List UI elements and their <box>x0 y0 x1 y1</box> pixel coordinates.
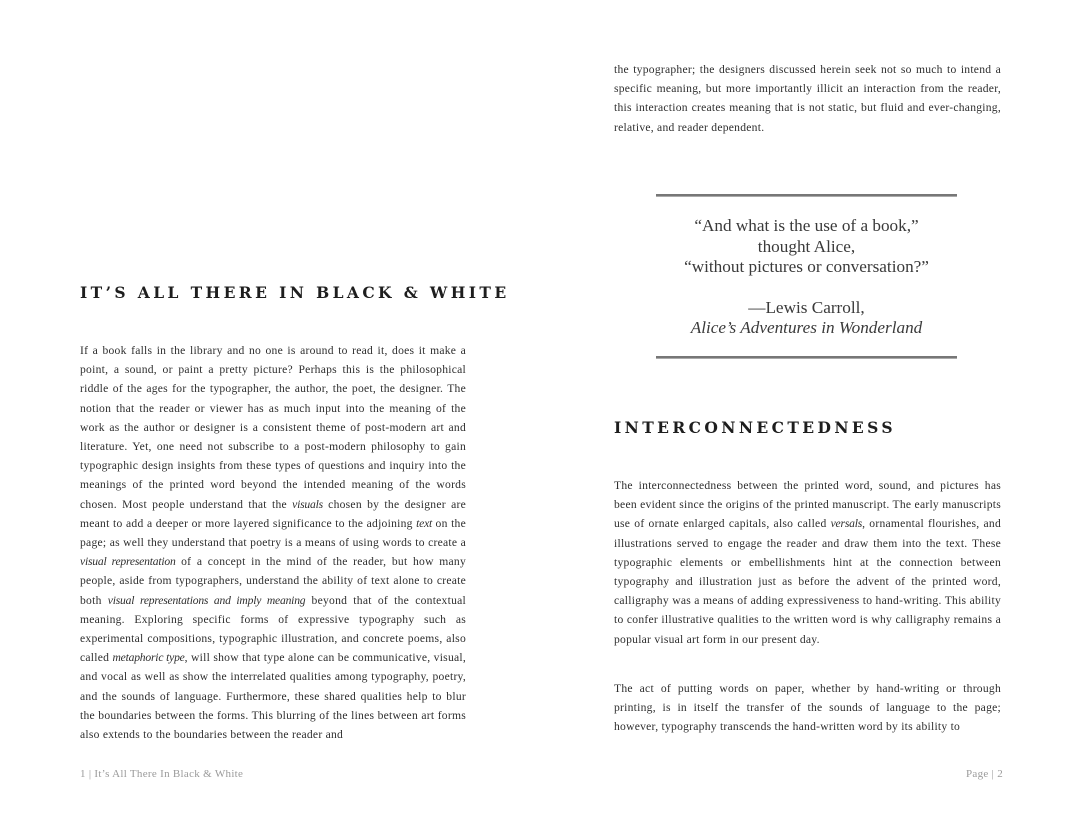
quote-divider-bottom <box>656 356 957 359</box>
body-paragraph: The act of putting words on paper, whether by hand-writing or through printing, is in itself the transfer of the sounds of language to the page; however, typography transcends the hand-written word by its ability to <box>614 682 1001 734</box>
page-footer-right: Page | 2 <box>966 768 1003 780</box>
body-paragraph <box>80 341 466 744</box>
quote-author: —Lewis Carroll, <box>748 297 865 317</box>
text-run: of a concept in the mind of the reader, but how many people, aside from typographers, understand the ability of text alone to create both <box>80 555 467 607</box>
quote-source-title: Alice’s Adventures in Wonderland <box>690 318 923 337</box>
text-run: , will show that type alone can be communicative, visual, and vocal as well as show the interrelated qualities among typography, poetry, and the sounds of language. Furthermore, these shared qualities help to blur the boundaries between the forms. This blurring of the lines between art forms also extends to the boundaries between the reader and <box>80 651 467 742</box>
right-page <box>540 0 1080 835</box>
italic-term: visual representation <box>80 555 176 569</box>
quote-line: “And what is the use of a book,” <box>694 216 919 235</box>
text-run: on the page; as well they understand that poetry is a means of using words to create a <box>80 516 466 550</box>
text-run: The interconnectedness between the printed word, sound, and pictures has been evident since the origins of the printed manuscript. The early manuscripts use of ornate enlarged capitals, also called <box>614 479 1001 531</box>
text-run: chosen by the designer are meant to add a deeper or more layered significance to the adjoining <box>80 497 466 530</box>
quote-line: “without pictures or conversation?” <box>684 257 929 276</box>
italic-term: metaphoric type <box>112 651 185 665</box>
italic-term: visuals <box>292 497 323 511</box>
quote-divider-top <box>656 194 957 197</box>
quote-line: thought Alice, <box>757 236 856 256</box>
page-footer-left: 1 | It’s All There In Black & White <box>80 768 244 780</box>
pull-quote <box>656 216 957 339</box>
italic-term: versals <box>830 517 863 531</box>
section-heading-black-and-white: IT’S ALL THERE IN BLACK & WHITE <box>80 283 510 302</box>
italic-term: visual representations and imply meaning <box>107 593 306 607</box>
text-run: , ornamental flourishes, and illustrations served to engage the reader and draw them into the text. These typographic elements or embellishments hint at the connection between typography and illustration just as before the advent of the printed word, calligraphy was a means of adding expressiveness to hand-writing. This ability to confer illustrative qualities to the written word is why calligraphy remains a popular visual art form in our present day. <box>614 517 1002 646</box>
body-paragraph <box>614 476 1001 649</box>
text-run: If a book falls in the library and no one is around to read it, does it make a point, a sound, or paint a pretty picture? Perhaps this is the philosophical riddle of the ages for the typographer, the author, the poet, the designer. The notion that the reader or viewer has as much input into the meaning of the work as the author or designer is a consistent theme of post-modern art and literature. Yet, one need not subscribe to a post-modern philosophy to gain typographic design insights from these types of questions and inquiry into the meanings of the printed word beyond the intended meaning of the words chosen. Most people understand that the <box>80 344 466 511</box>
italic-term: text <box>416 516 433 530</box>
body-paragraph-continued: the typographer; the designers discussed herein seek not so much to intend a specific meaning, but more importantly illicit an interaction from the reader, this interaction creates meaning that is not static, but fluid and ever-changing, relative, and reader dependent. <box>614 63 1001 134</box>
section-heading-interconnectedness: INTERCONNECTEDNESS <box>614 418 896 437</box>
text-run: beyond that of the contextual meaning. Exploring specific forms of expressive typography such as experimental compositions, typographic illustration, and concrete poems, also called <box>80 593 466 665</box>
